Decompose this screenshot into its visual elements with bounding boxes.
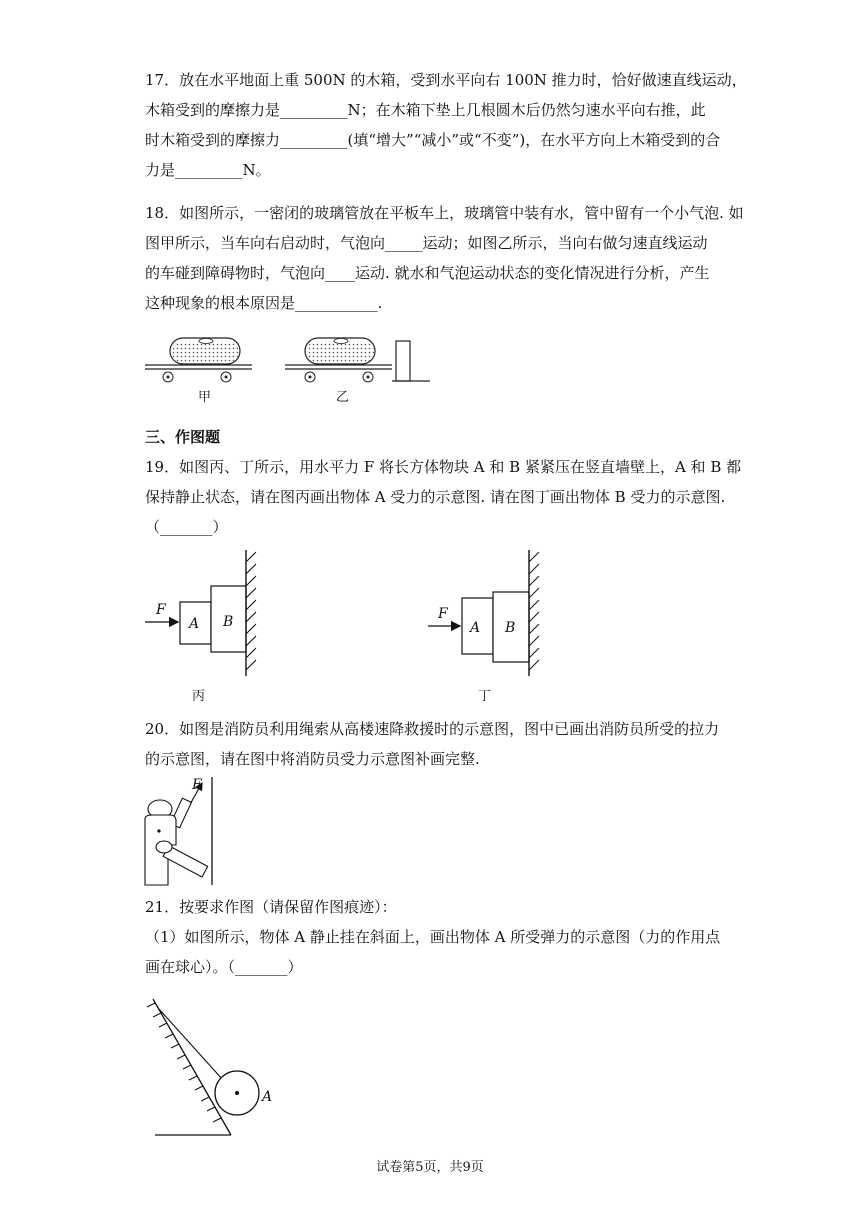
question-19 (145, 452, 742, 542)
q19-line-3: （_______） (145, 518, 228, 536)
fig-label-jia: 甲 (198, 390, 212, 405)
q21-line-3: 画在球心）。（_______） (145, 958, 303, 976)
question-18 (145, 198, 744, 318)
string (159, 1009, 223, 1080)
q19-line-2: 保持静止状态，请在图丙画出物体 A 受力的示意图. 请在图丁画出物体 B 受力的示意图. (145, 488, 726, 506)
block-b-label-ding: B (505, 620, 516, 636)
incline-surface (153, 999, 231, 1135)
q20-line-2: 的示意图，请在图中将消防员受力示意图补画完整. (145, 750, 480, 768)
q18-line-1: 18．如图所示，一密闭的玻璃管放在平板车上，玻璃管中装有水，管中留有一个小气泡. 如 (145, 204, 744, 222)
fig-label-bing: 丙 (192, 689, 206, 704)
q21-line-1: 21．按要求作图（请保留作图痕迹）： (145, 898, 397, 916)
q19-line-1: 19．如图丙、丁所示，用水平力 F 将长方体物块 A 和 B 紧紧压在竖直墙壁上，A 和 B 都 (145, 458, 742, 476)
force-label-ding: F (438, 606, 448, 622)
block-a-label-bing: A (189, 616, 200, 632)
question-20 (145, 714, 725, 774)
q21-figure (145, 995, 285, 1140)
q20-figure (140, 775, 230, 887)
q20-line-1: 20．如图是消防员利用绳索从高楼速降救援时的示意图，图中已画出消防员所受的拉力 (145, 720, 720, 738)
fig-label-yi: 乙 (336, 390, 350, 405)
question-17 (145, 65, 747, 185)
q18-line-3: 的车碰到障碍物时，气泡向____运动. 就水和气泡运动状态的变化情况进行分析，产生 (145, 264, 710, 282)
q19-figure (140, 548, 560, 708)
figure-bing (145, 550, 256, 676)
q17-line-2: 木箱受到的摩擦力是_________N；在木箱下垫上几根圆木后仍然匀速水平向右推，此 (145, 101, 706, 119)
block-a-label-ding: A (470, 620, 481, 636)
q17-line-3: 时木箱受到的摩擦力_________(填“增大”“减小”或“不变”)，在水平方向上木箱受到的合 (145, 131, 721, 149)
question-21 (145, 892, 725, 982)
section-heading: 三、作图题 (145, 428, 221, 446)
figure-ding (428, 550, 539, 676)
q18-line-4: 这种现象的根本原因是___________. (145, 294, 383, 312)
obstacle (396, 341, 410, 381)
block-b-label-bing: B (223, 614, 234, 630)
q17-line-4: 力是_________N。 (145, 161, 271, 179)
cart-jia (145, 338, 252, 382)
q18-figure (140, 335, 440, 410)
rope-force-label: F (192, 777, 202, 793)
cart-yi (285, 338, 430, 382)
q17-line-1: 17．放在水平地面上重 500N 的木箱，受到水平向右 100N 推力时，恰好做速直线运动， (145, 71, 747, 89)
q21-line-2: （1）如图所示，物体 A 静止挂在斜面上，画出物体 A 所受弹力的示意图（力的作用点 (145, 928, 721, 946)
ball-a-label: A (262, 1089, 273, 1105)
q18-line-2: 图甲所示，当车向右启动时，气泡向_____运动；如图乙所示，当向右做匀速直线运动 (145, 234, 708, 252)
fig-label-ding: 丁 (478, 689, 492, 704)
force-label-bing: F (156, 602, 166, 618)
page-footer: 试卷第5页，共9页 (376, 1160, 484, 1175)
